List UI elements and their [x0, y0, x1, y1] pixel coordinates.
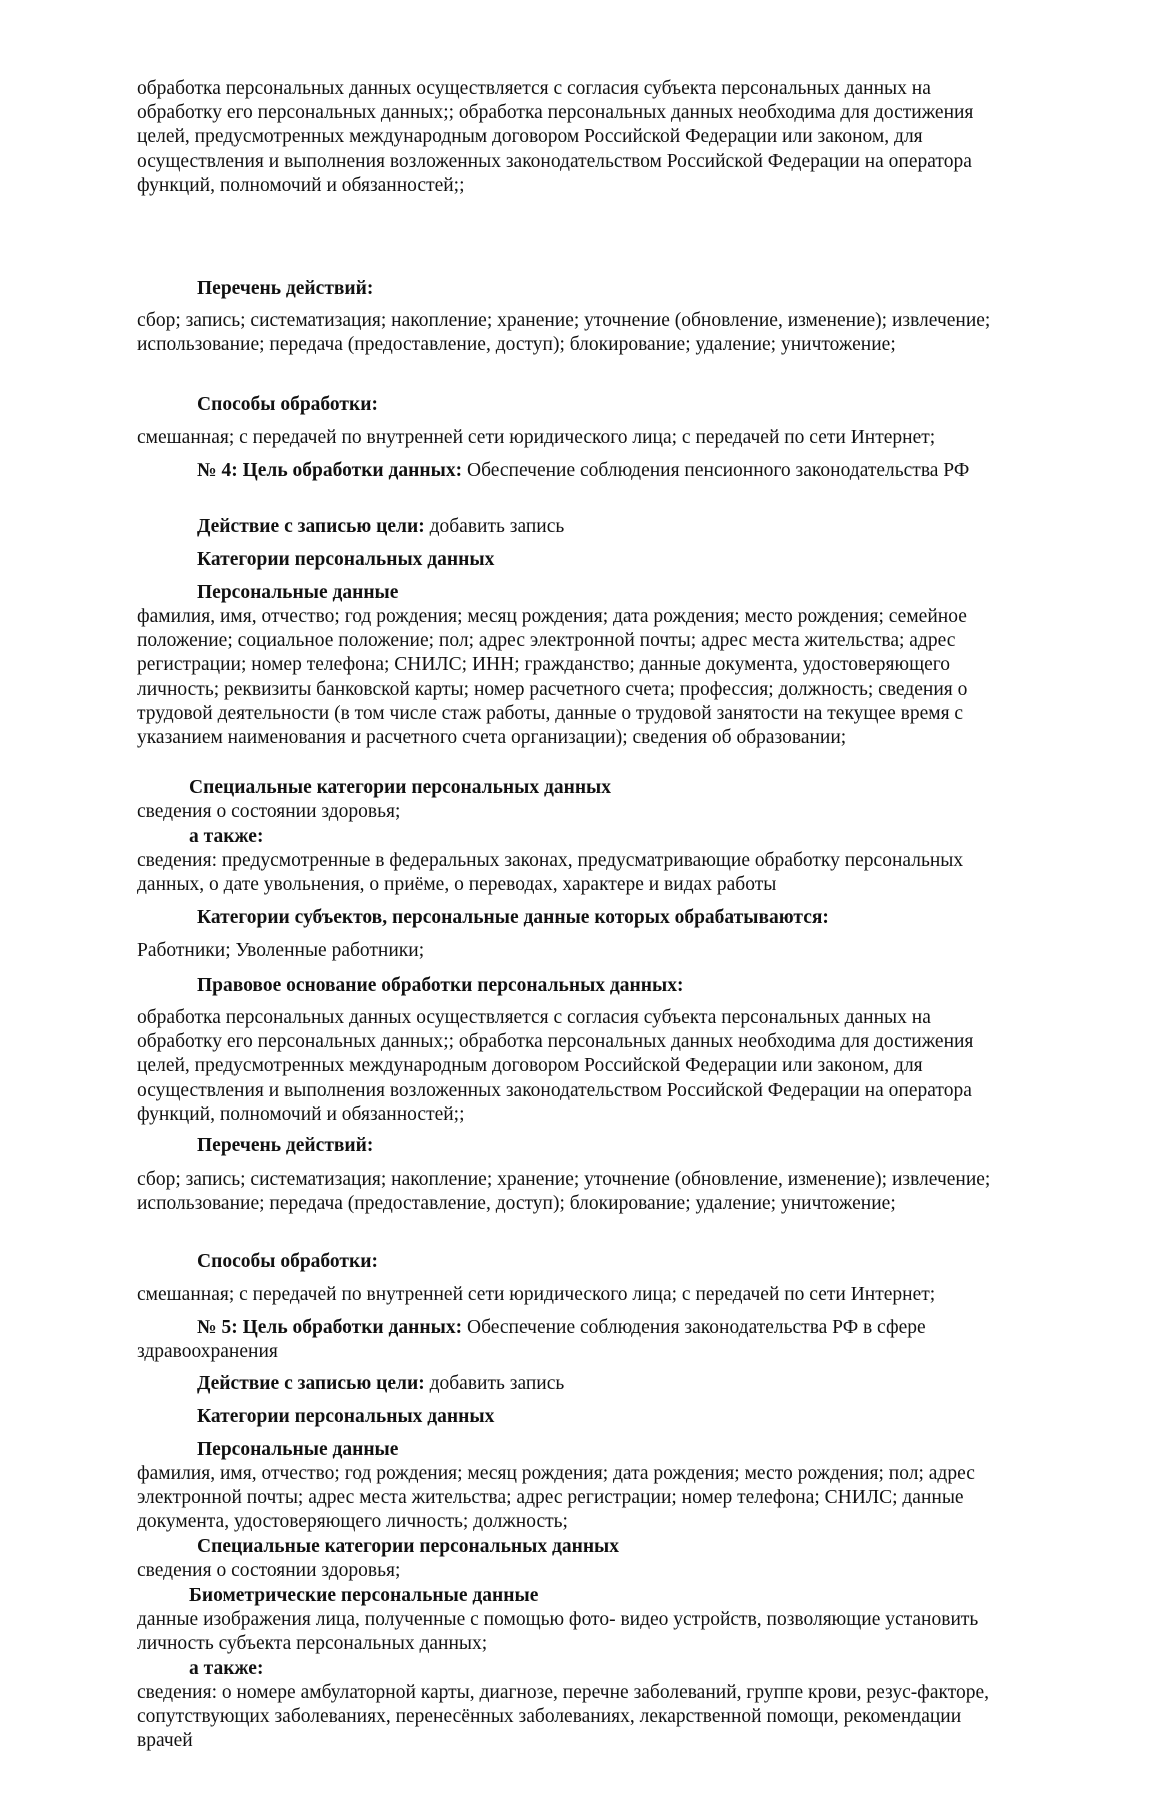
goal-4-title [137, 459, 1010, 483]
goal-4-methods-text: смешанная; с передачей по внутренней сети юридического лица; с передачей по сети Интернет; [137, 1284, 936, 1305]
goal-4-also-text: сведения: предусмотренные в федеральных законах, предусматривающие обработку персональных данных, о дате увольнения, о приёме, о переводах, характере и видах работы [137, 850, 964, 896]
goal-5-label: № 5: Цель обработки данных: [197, 1317, 463, 1338]
goal-5-categories-heading: Категории персональных данных [197, 1406, 495, 1427]
goal-4-personal-text: фамилия, имя, отчество; год рождения; месяц рождения; дата рождения; место рождения; семейное положение; социальное положение; пол; адрес электронной почты; адрес места жительства; адрес регистрации; номер телефона; СНИЛС; ИНН; гражданство; данные документа, удостоверяющего личность; реквизиты банковской карты; номер расчетного счета; профессия; должность; сведения о трудовой деятельности (в том числе стаж работы, данные о трудовой занятости на текущее время с указанием наименования и расчетного счета организации); сведения об образовании; [137, 606, 968, 749]
goal-4-label: № 4: Цель обработки данных: [197, 460, 463, 481]
goal-4-also-heading: а также: [189, 826, 264, 847]
goal-5-text: Обеспечение соблюдения законодательства РФ в сфере здравоохранения [137, 1317, 926, 1363]
goal-4-special-heading: Специальные категории персональных данных [189, 777, 612, 798]
goal-4-subjects-heading: Категории субъектов, персональные данные которых обрабатываются: [197, 907, 829, 928]
methods-text: смешанная; с передачей по внутренней сети юридического лица; с передачей по сети Интернет; [137, 427, 936, 448]
goal-4-methods-heading: Способы обработки: [197, 1251, 378, 1272]
goal-5-action [197, 1372, 1010, 1396]
goal-4-text: Обеспечение соблюдения пенсионного законодательства РФ [462, 460, 970, 481]
goal-5-personal-heading: Персональные данные [197, 1439, 399, 1460]
goal-4-actions-heading: Перечень действий: [197, 1135, 374, 1156]
goal-4-actions-text: сбор; запись; систематизация; накопление; хранение; уточнение (обновление, изменение); извлечение; использование; передача (предоставление, доступ); блокирование; удаление; уничтожение; [137, 1169, 991, 1215]
actions-heading: Перечень действий: [197, 278, 374, 299]
goal-4-action [197, 515, 1010, 539]
legal-basis-text: обработка персональных данных осуществляется с согласия субъекта персональных данных на обработку его персональных данных;; обработка персональных данных необходима для достижения целей, предусмотренных международным договором Российской Федерации или законом, для осуществления и выполнения возложенных законодательством Российской Федерации на оператора функций, полномочий и обязанностей;; [137, 78, 974, 196]
goal-4-categories-heading: Категории персональных данных [197, 549, 495, 570]
goal-4-special-text: сведения о состоянии здоровья; [137, 801, 401, 822]
actions-text: сбор; запись; систематизация; накопление; хранение; уточнение (обновление, изменение); извлечение; использование; передача (предоставление, доступ); блокирование; удаление; уничтожение; [137, 310, 991, 356]
methods-heading: Способы обработки: [197, 394, 378, 415]
goal-4-subjects-text: Работники; Уволенные работники; [137, 940, 425, 961]
goal-5-personal-text: фамилия, имя, отчество; год рождения; месяц рождения; дата рождения; место рождения; пол; адрес электронной почты; адрес места жительства; адрес регистрации; номер телефона; СНИЛС; данные документа, удостоверяющего личность; должность; [137, 1463, 975, 1533]
goal-4-legal-text: обработка персональных данных осуществляется с согласия субъекта персональных данных на обработку его персональных данных;; обработка персональных данных необходима для достижения целей, предусмотренных международным договором Российской Федерации или законом, для осуществления и выполнения возложенных законодательством Российской Федерации на оператора функций, полномочий и обязанностей;; [137, 1007, 974, 1125]
goal-5-also-heading: а также: [189, 1658, 264, 1679]
goal-4-action-text: добавить запись [424, 516, 565, 537]
goal-5-action-text: добавить запись [424, 1373, 565, 1394]
goal-4-legal-heading: Правовое основание обработки персональных данных: [197, 975, 684, 996]
goal-5-special-text: сведения о состоянии здоровья; [137, 1560, 401, 1581]
goal-5-special-heading: Специальные категории персональных данных [197, 1536, 620, 1557]
goal-5-biometric-text: данные изображения лица, полученные с помощью фото- видео устройств, позволяющие установить личность субъекта персональных данных; [137, 1609, 979, 1655]
goal-5-title [137, 1316, 1010, 1364]
goal-5-biometric-heading: Биометрические персональные данные [189, 1585, 539, 1606]
goal-5-also-text: сведения: о номере амбулаторной карты, диагнозе, перечне заболеваний, группе крови, резус-факторе, сопутствующих заболеваниях, перенесённых заболеваниях, лекарственной помощи, рекомендации врачей [137, 1682, 990, 1752]
goal-4-action-label: Действие с записью цели: [197, 516, 425, 537]
goal-5-action-label: Действие с записью цели: [197, 1373, 425, 1394]
goal-4-personal-heading: Персональные данные [197, 582, 399, 603]
